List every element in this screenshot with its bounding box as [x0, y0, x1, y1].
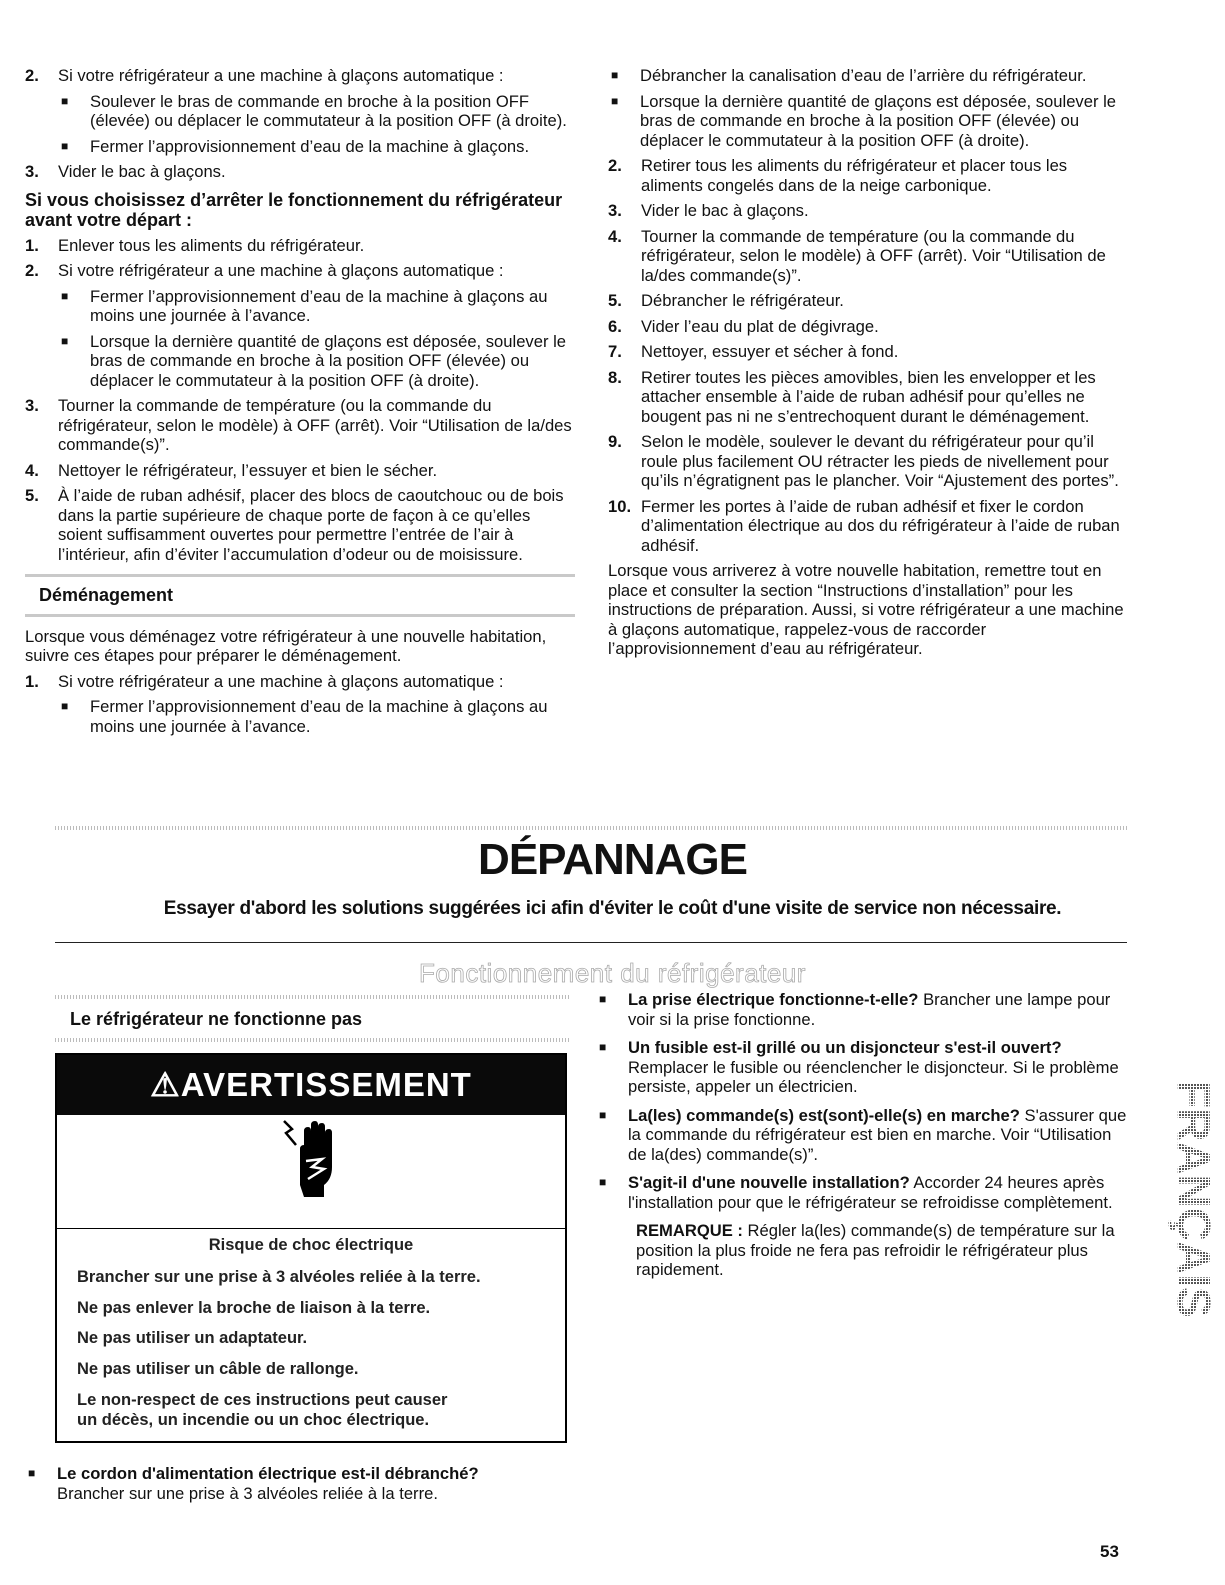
square-bullet-icon: ■	[611, 93, 619, 108]
left-column-top	[25, 66, 575, 742]
bullet-item: ■ Soulever le bras de commande en broche à la position OFF (élevée) ou déplacer le commutateur à la position OFF (à droite).	[61, 91, 567, 130]
moving-intro: Lorsque vous déménagez votre réfrigérateur à une nouvelle habitation, suivre ces étapes pour préparer le déménagement.	[25, 626, 547, 665]
step-item: 8. Retirer toutes les pièces amovibles, bien les envelopper et les attacher ensemble à l’aide de ruban adhésif pour qu’elles ne bougent pas ni ne s’entrechoquent durant le déménagement.	[608, 367, 1096, 426]
bullet-item: ■ Fermer l’approvisionnement d’eau de la machine à glaçons.	[61, 136, 530, 156]
warning-line: Le non-respect de ces instructions peut causer	[77, 1391, 448, 1409]
right-column-bottom	[596, 990, 1131, 1280]
stop-operation-heading: Si vous choisissez d’arrêter le fonctionnement du réfrigérateur avant votre départ :	[25, 189, 563, 230]
step-item: 4. Tourner la commande de température (ou la commande du réfrigérateur, selon le modèle) à OFF (arrêt). Voir “Utilisation de la/des commande(s)”.	[608, 226, 1106, 285]
moving-closing: Lorsque vous arriverez à votre nouvelle habitation, remettre tout en place et consulter la section “Instructions d’installation” pour les instructions de préparation. Aussi, si votre réfrigérateur a une machine à glaçons automatique, rappelez-vous de raccorder l’approvisionnement d’eau au réfrigérateur.	[608, 561, 1124, 658]
bullet-item: ■ Lorsque la dernière quantité de glaçons est déposée, soulever le bras de commande en broche à la position OFF (élevée) ou déplacer le commutateur à la position OFF (à droite).	[61, 331, 567, 390]
language-side-tab	[1148, 1080, 1220, 1340]
page-title: DÉPANNAGE	[478, 835, 747, 884]
step-item: 2. Retirer tous les aliments du réfrigérateur et placer tous les aliments congelés dans de la neige carbonique.	[608, 156, 1068, 195]
step-item: 2. Si votre réfrigérateur a une machine à glaçons automatique :	[25, 66, 504, 85]
step-item: 3. Vider le bac à glaçons.	[25, 162, 226, 181]
step-item: 5. Débrancher le réfrigérateur.	[608, 291, 844, 310]
step-item: 5. À l’aide de ruban adhésif, placer des blocs de caoutchouc ou de bois dans la partie supérieure de chaque porte de façon à ce qu’elles soient suffisamment ouvertes pour permettre l’entrée de l’air à l’intérieur, afin d’éviter l’accumulation d’odeur ou de moisissure.	[25, 486, 564, 564]
side-tab-label: FRANÇAIS	[1168, 1080, 1220, 1318]
divider	[55, 942, 1127, 943]
warning-line: un décès, un incendie ou un choc électrique.	[77, 1411, 430, 1429]
square-bullet-icon: ■	[599, 1040, 607, 1054]
note: REMARQUE : Régler la(les) commande(s) de température sur la position la plus froide ne fera pas refroidir le réfrigérateur plus rapidement.	[636, 1221, 1115, 1279]
step-item: 7. Nettoyer, essuyer et sécher à fond.	[608, 342, 899, 361]
square-bullet-icon: ■	[61, 138, 69, 153]
warning-line: Brancher sur une prise à 3 alvéoles reliée à la terre.	[77, 1268, 481, 1286]
check-item: ■ Un fusible est-il grillé ou un disjoncteur s'est-il ouvert? Remplacer le fusible ou réenclencher le disjoncteur. Si le problème persiste, appeler un électricien.	[599, 1038, 1119, 1096]
bullet-item: ■ Débrancher la canalisation d’eau de l’arrière du réfrigérateur.	[611, 66, 1087, 85]
section-title: Fonctionnement du réfrigérateur	[419, 958, 806, 988]
bullet-item: ■ Fermer l’approvisionnement d’eau de la machine à glaçons au moins une journée à l’avance.	[61, 286, 548, 325]
step-item: 3. Tourner la commande de température (ou la commande du réfrigérateur, selon le modèle) à OFF (arrêt). Voir “Utilisation de la/des commande(s)”.	[25, 396, 572, 454]
square-bullet-icon: ■	[61, 699, 69, 713]
step-item: 9. Selon le modèle, soulever le devant du réfrigérateur pour qu’il roule plus facilement OU rétracter les pieds de nivellement pour qu’ils n’égratignent pas le plancher. Voir “Ajustement des portes”.	[608, 432, 1119, 490]
check-item: ■ S'agit-il d'une nouvelle installation? Accorder 24 heures après l'installation pour que le réfrigérateur se refroidisse complètement.	[599, 1173, 1113, 1212]
page-number: 53	[1100, 1542, 1119, 1561]
page-subtitle: Essayer d'abord les solutions suggérées ici afin d'éviter le coût d'une visite de service non nécessaire.	[163, 898, 1062, 919]
square-bullet-icon: ■	[599, 1107, 607, 1122]
warning-line: Ne pas enlever la broche de liaison à la terre.	[77, 1299, 431, 1317]
warning-banner: ⚠AVERTISSEMENT	[57, 1055, 565, 1115]
divider	[55, 1038, 570, 1042]
moving-section-header: Déménagement	[25, 574, 575, 617]
warning-triangle-icon: ⚠	[150, 1066, 181, 1103]
problem-header	[55, 995, 570, 1042]
right-column-top	[608, 66, 1128, 665]
step-item: 1. Enlever tous les aliments du réfrigérateur.	[25, 235, 365, 255]
square-bullet-icon: ■	[599, 992, 607, 1006]
step-item: 6. Vider l’eau du plat de dégivrage.	[608, 316, 879, 336]
square-bullet-icon: ■	[28, 1466, 36, 1480]
step-item: 1. Si votre réfrigérateur a une machine à glaçons automatique :	[25, 671, 504, 691]
warning-box	[55, 1053, 567, 1443]
step-item: 4. Nettoyer le réfrigérateur, l’essuyer et bien le sécher.	[25, 460, 438, 480]
warning-line: Ne pas utiliser un câble de rallonge.	[77, 1360, 359, 1378]
problem-title: Le réfrigérateur ne fonctionne pas	[70, 1009, 363, 1029]
warning-risk: Risque de choc électrique	[208, 1236, 414, 1254]
step-item: 3. Vider le bac à glaçons.	[608, 201, 809, 220]
step-item: 10. Fermer les portes à l’aide de ruban adhésif et fixer le cordon d’alimentation électrique au dos du réfrigérateur à l’aide de ruban adhésif.	[608, 496, 1120, 555]
section-divider	[55, 826, 1127, 830]
cord-check-item	[25, 1464, 585, 1509]
square-bullet-icon: ■	[61, 333, 69, 348]
bullet-item: ■ Lorsque la dernière quantité de glaçons est déposée, soulever le bras de commande en broche à la position OFF (élevée) ou déplacer le commutateur à la position OFF (à droite).	[611, 91, 1117, 150]
square-bullet-icon: ■	[599, 1175, 607, 1189]
divider	[57, 1228, 565, 1229]
square-bullet-icon: ■	[611, 68, 619, 82]
check-item: ■ La(les) commande(s) est(sont)-elle(s) en marche? S'assurer que la commande du réfrigérateur est bien en marche. Voir “Utilisation de la(des) commande(s)”.	[599, 1105, 1127, 1164]
step-item: 2. Si votre réfrigérateur a une machine à glaçons automatique :	[25, 261, 504, 280]
square-bullet-icon: ■	[61, 93, 69, 108]
bullet-item: ■ Le cordon d'alimentation électrique est-il débranché? Brancher sur une prise à 3 alvéoles reliée à la terre.	[28, 1464, 479, 1503]
square-bullet-icon: ■	[61, 288, 69, 303]
warning-line: Ne pas utiliser un adaptateur.	[77, 1329, 308, 1347]
bullet-item: ■ Fermer l’approvisionnement d’eau de la machine à glaçons au moins une journée à l’avance.	[61, 697, 548, 736]
check-item: ■ La prise électrique fonctionne-t-elle? Brancher une lampe pour voir si la prise fonctionne.	[599, 990, 1111, 1029]
electric-shock-hand-icon	[282, 1115, 342, 1200]
